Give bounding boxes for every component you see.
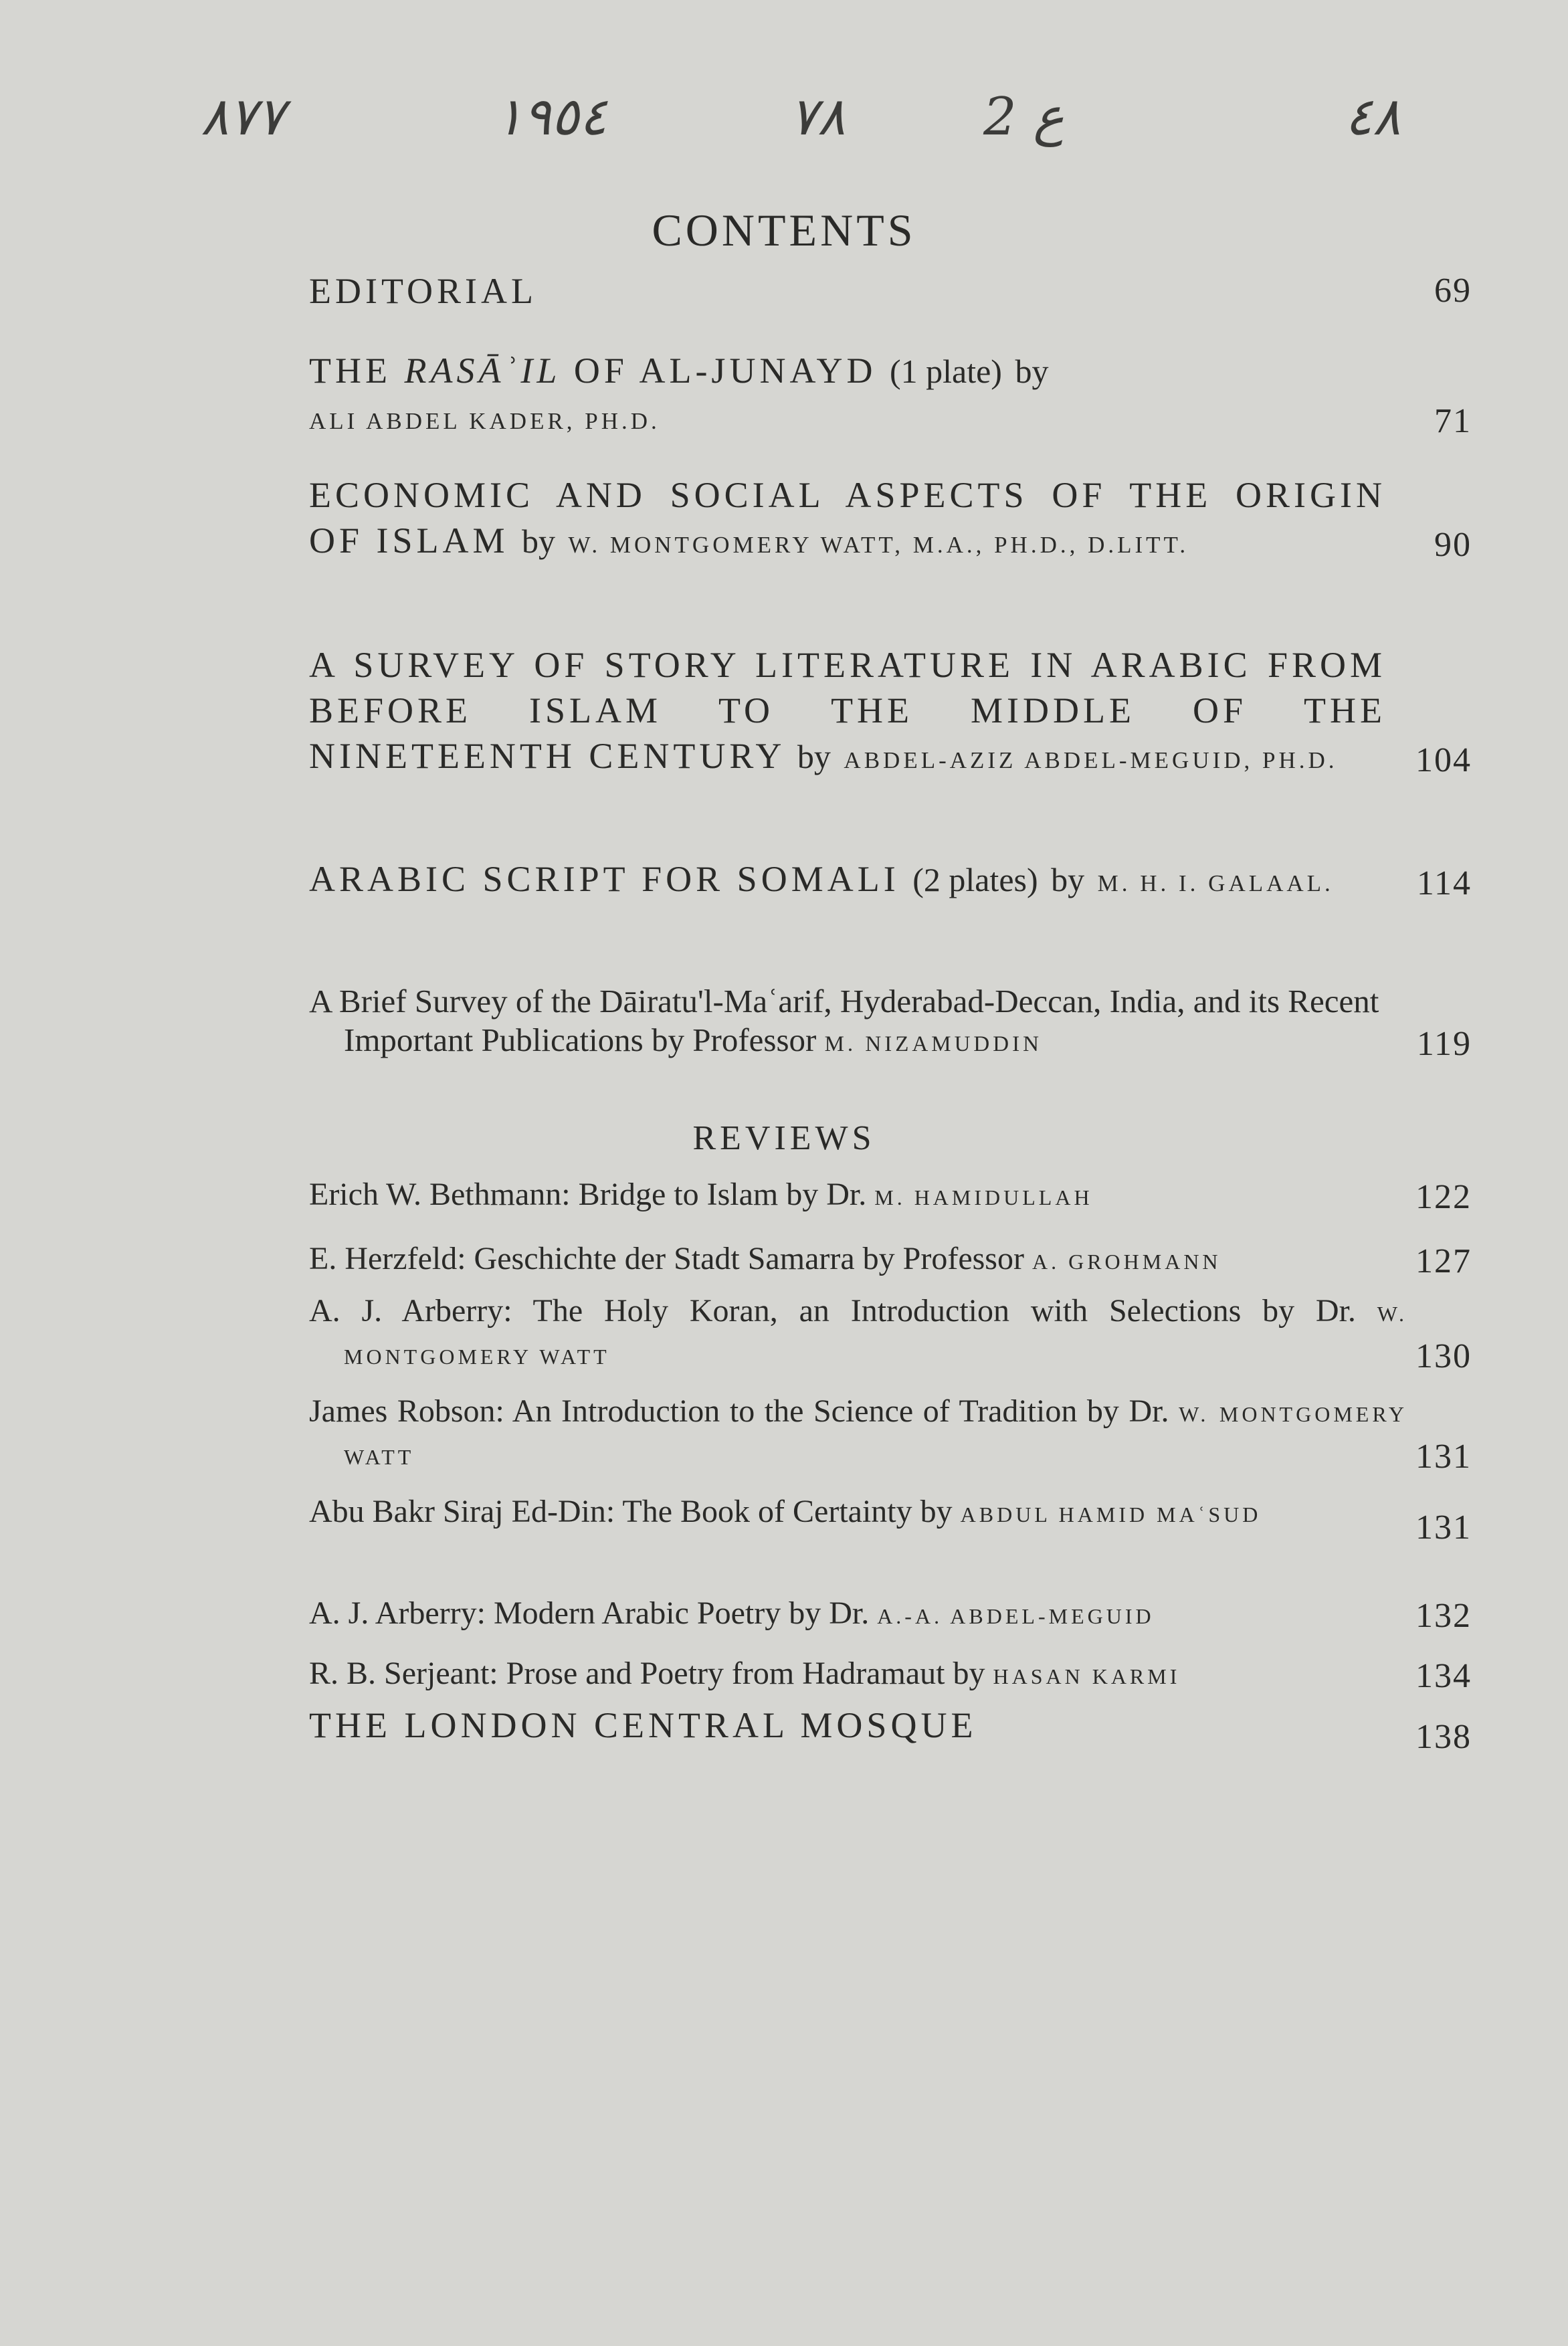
review-author: M. HAMIDULLAH — [874, 1185, 1093, 1209]
review-entry — [309, 1291, 1472, 1377]
page-number: 90 — [1434, 526, 1472, 564]
page-title: CONTENTS — [652, 205, 916, 256]
entry-author: ALI ABDEL KADER, PH.D. — [309, 408, 660, 434]
review-author: HASAN KARMI — [993, 1664, 1181, 1688]
page-number: 138 — [1415, 1718, 1472, 1756]
entry-by: by — [1015, 353, 1049, 390]
review-author: W. MONTGOMERY WATT — [344, 1402, 1408, 1469]
entry-title: ARABIC SCRIPT FOR SOMALI — [309, 859, 900, 899]
entry-title: A SURVEY OF STORY LITERATURE IN ARABIC FROM BEFORE ISLAM TO THE MIDDLE OF THE NINETEENTH CENTURY — [309, 645, 1386, 776]
toc-entry-rasail — [309, 348, 1472, 444]
entry-note: (2 plates) — [912, 861, 1038, 898]
review-author: A. GROHMANN — [1032, 1250, 1221, 1274]
review-text: James Robson: An Introduction to the Science of Tradition by Dr. — [309, 1393, 1169, 1429]
page-number: 122 — [1415, 1178, 1472, 1216]
page-number: 127 — [1415, 1242, 1472, 1280]
review-entry — [309, 1239, 1472, 1282]
toc-entry-dairatul-maarif — [309, 982, 1472, 1064]
page-number: 69 — [1434, 272, 1472, 310]
entry-author: M. H. I. GALAAL. — [1097, 870, 1334, 896]
page-number: 131 — [1415, 1438, 1472, 1476]
entry-title-suffix: OF AL-JUNAYD — [573, 351, 877, 391]
page-number: 71 — [1434, 402, 1472, 440]
page-number: 134 — [1415, 1657, 1472, 1695]
handwritten-note-2: ١٩٥٤ — [495, 87, 607, 147]
review-author: A.-A. ABDEL-MEGUID — [877, 1604, 1155, 1628]
page-number: 132 — [1415, 1597, 1472, 1635]
page-number: 130 — [1415, 1337, 1472, 1375]
review-entry — [309, 1654, 1472, 1696]
entry-author: W. MONTGOMERY WATT, M.A., PH.D., D.LITT. — [568, 532, 1189, 558]
entry-author: M. NIZAMUDDIN — [824, 1032, 1042, 1056]
entry-title: EDITORIAL — [309, 271, 537, 311]
entry-by: by — [797, 738, 831, 775]
toc-entry-somali — [309, 856, 1472, 906]
reviews-heading: REVIEWS — [692, 1119, 876, 1157]
entry-title: THE LONDON CENTRAL MOSQUE — [309, 1705, 977, 1745]
entry-title-italic: RASĀʾIL — [404, 351, 561, 391]
handwritten-note-1: ٨٧٧ — [201, 87, 285, 147]
review-entry — [309, 1175, 1472, 1217]
entry-text: A Brief Survey of the Dāiratu'l-Maʿarif, Hyderabad-Deccan, India, and its Recent Important Publications by Professor — [309, 983, 1379, 1058]
review-text: R. B. Serjeant: Prose and Poetry from Hadramaut by — [309, 1656, 985, 1691]
review-author: W. MONTGOMERY WATT — [344, 1302, 1407, 1369]
entry-title-prefix: THE — [309, 351, 391, 391]
page-number: 119 — [1416, 1025, 1472, 1063]
handwritten-note-4: ع 2 — [983, 87, 1064, 147]
review-entry — [309, 1593, 1472, 1636]
entry-by: by — [1051, 861, 1085, 898]
entry-by: by — [522, 522, 556, 560]
toc-entry-story-literature — [309, 642, 1472, 783]
review-entry — [309, 1492, 1472, 1547]
review-text: Erich W. Bethmann: Bridge to Islam by Dr. — [309, 1177, 867, 1212]
page-number: 131 — [1415, 1508, 1472, 1547]
review-text: E. Herzfeld: Geschichte der Stadt Samarra by Professor — [309, 1241, 1024, 1276]
review-text: A. J. Arberry: The Holy Koran, an Introduction with Selections by Dr. — [309, 1293, 1356, 1329]
toc-entry-economic — [309, 472, 1472, 568]
entry-title: ECONOMIC AND SOCIAL ASPECTS OF THE ORIGIN OF ISLAM — [309, 475, 1386, 561]
toc-entry-editorial — [309, 268, 1472, 314]
review-author: ABDUL HAMID MAʿSUD — [960, 1502, 1262, 1527]
handwritten-note-3: ٧٨ — [789, 87, 846, 147]
entry-note: (1 plate) — [889, 353, 1002, 390]
handwritten-note-5: ٤٨ — [1345, 87, 1401, 147]
toc-entry-london-mosque — [309, 1702, 1472, 1756]
review-entry — [309, 1391, 1472, 1477]
review-text: A. J. Arberry: Modern Arabic Poetry by Dr. — [309, 1595, 870, 1631]
page-number: 114 — [1416, 864, 1472, 902]
page-number: 104 — [1415, 741, 1472, 779]
entry-author: ABDEL-AZIZ ABDEL-MEGUID, PH.D. — [844, 747, 1338, 773]
review-text: Abu Bakr Siraj Ed-Din: The Book of Certainty by — [309, 1494, 953, 1529]
